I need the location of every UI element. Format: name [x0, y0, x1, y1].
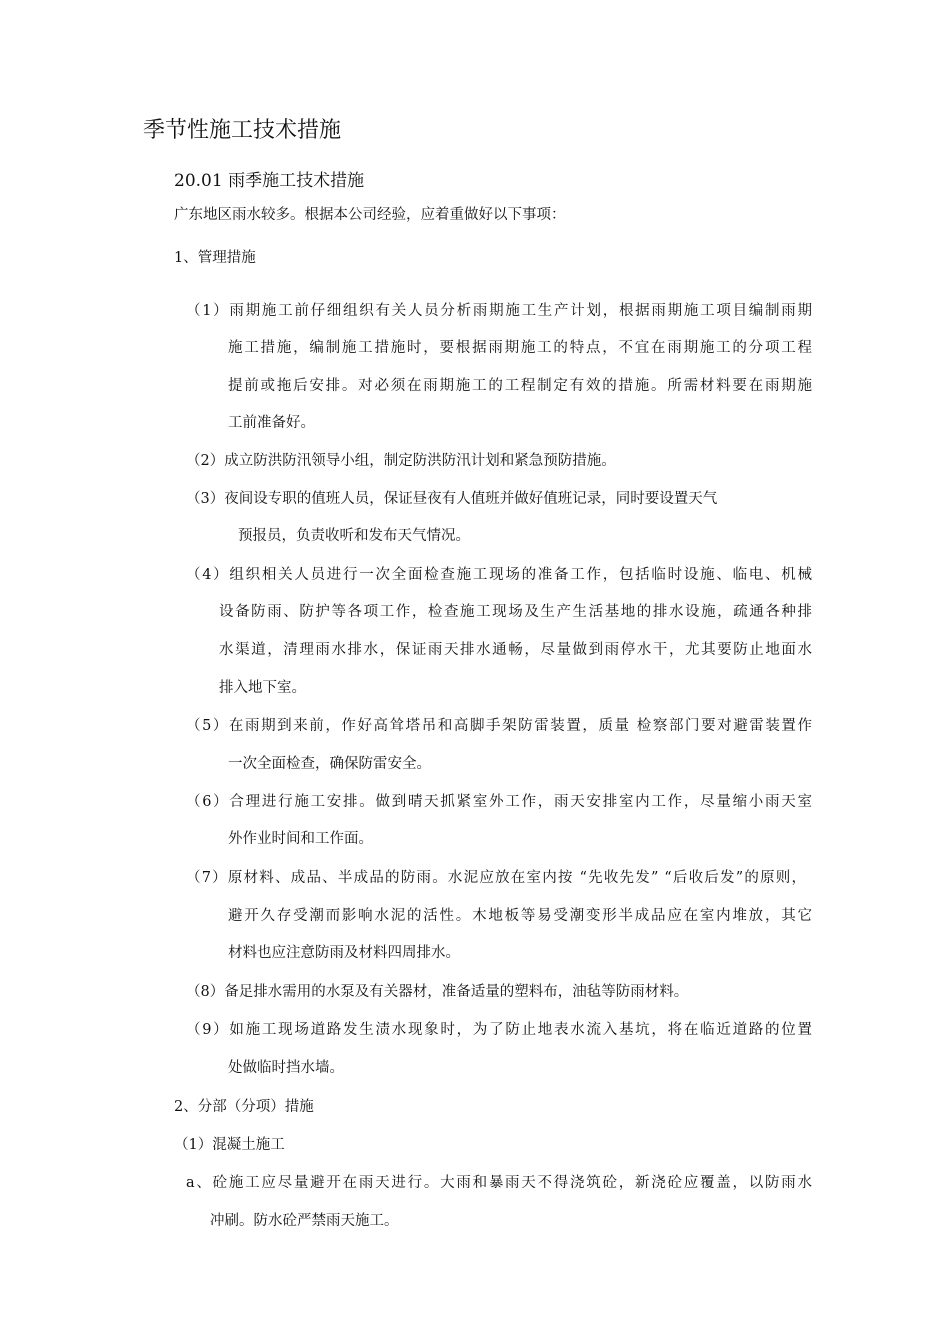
section-heading: 20.01 雨季施工技术措施	[174, 171, 365, 191]
item-4-line-1: （4）组织相关人员进行一次全面检查施工现场的准备工作，包括临时设施、临电、机械	[186, 567, 812, 583]
item-8-line-1: （8）备足排水需用的水泵及有关器材，准备适量的塑料布，油毡等防雨材料。	[186, 984, 689, 1000]
item-6-line-2: 外作业时间和工作面。	[228, 831, 373, 847]
item-6-line-1: （6）合理进行施工安排。做到晴天抓紧室外工作，雨天安排室内工作，尽量缩小雨天室	[186, 794, 812, 810]
concrete-construction-heading: （1）混凝土施工	[174, 1137, 285, 1153]
item-7-line-1: （7）原材料、成品、半成品的防雨。水泥应放在室内按 “先收先发” “后收后发”的原则，	[186, 870, 806, 886]
item-2-line-1: （2）成立防洪防汛领导小组，制定防洪防汛计划和紧急预防措施。	[186, 453, 616, 469]
item-3-line-2: 预报员，负责收听和发布天气情况。	[238, 528, 470, 544]
document-title: 季节性施工技术措施	[143, 118, 342, 143]
item-9-line-1: （9）如施工现场道路发生渍水现象时，为了防止地表水流入基坑，将在临近道路的位置	[186, 1022, 812, 1038]
intro-text: 广东地区雨水较多。根据本公司经验，应着重做好以下事项：	[174, 207, 566, 223]
item-7-line-2: 避开久存受潮而影响水泥的活性。木地板等易受潮变形半成品应在室内堆放，其它	[228, 908, 812, 924]
para-a-line-2: 冲刷。防水砼严禁雨天施工。	[210, 1213, 399, 1229]
heading-management-measures: 1、管理措施	[174, 250, 256, 266]
item-3-line-1: （3）夜间设专职的值班人员，保证昼夜有人值班并做好值班记录，同时要设置天气	[186, 491, 718, 507]
item-5-line-2: 一次全面检查，确保防雷安全。	[228, 756, 431, 772]
item-5-line-1: （5）在雨期到来前，作好高耸塔吊和高脚手架防雷装置，质量 检察部门要对避雷装置作	[186, 718, 812, 734]
item-4-line-3: 水渠道，清理雨水排水，保证雨天排水通畅，尽量做到雨停水干，尤其要防止地面水	[219, 642, 812, 658]
item-1-line-3: 提前或拖后安排。对必须在雨期施工的工程制定有效的措施。所需材料要在雨期施	[228, 378, 812, 394]
item-1-line-4: 工前准备好。	[228, 415, 315, 431]
item-1-line-1: （1）雨期施工前仔细组织有关人员分析雨期施工生产计划，根据雨期施工项目编制雨期	[186, 303, 812, 319]
heading-subsection-measures: 2、分部（分项）措施	[174, 1099, 314, 1115]
item-4-line-2: 设备防雨、防护等各项工作，检查施工现场及生产生活基地的排水设施，疏通各种排	[219, 604, 812, 620]
item-1-line-2: 施工措施，编制施工措施时，要根据雨期施工的特点，不宜在雨期施工的分项工程	[228, 340, 812, 356]
para-a-line-1: a、砼施工应尽量避开在雨天进行。大雨和暴雨天不得浇筑砼，新浇砼应覆盖，以防雨水	[186, 1175, 812, 1191]
item-7-line-3: 材料也应注意防雨及材料四周排水。	[228, 945, 460, 961]
item-4-line-4: 排入地下室。	[219, 680, 306, 696]
item-9-line-2: 处做临时挡水墙。	[228, 1060, 344, 1076]
